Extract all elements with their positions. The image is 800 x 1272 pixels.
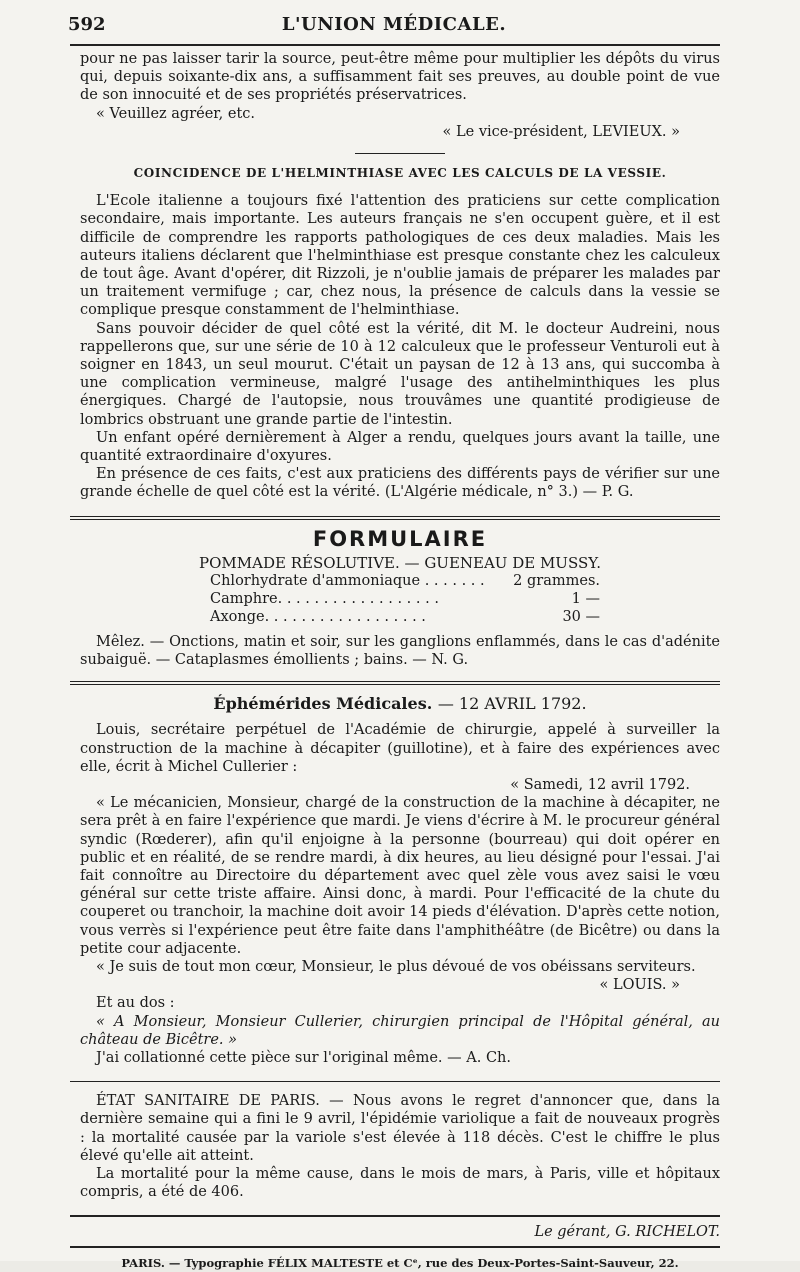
journal-title: L'UNION MÉDICALE. [281, 14, 507, 35]
article-paragraph-2: Sans pouvoir décider de quel côté est la vérité, dit M. le docteur Audreini, nous rappellerons que, sur une série de 10 à 12 calculeux que le professeur Venturoli eut à soigner en 1843, un seul mourut. C'était un paysan de 12 à 13 ans, qui succomba à une complication vermineuse, malgré l'usage des antihelminthiques les plus énergiques. Chargé de l'autopsie, nous trouvâmes une quantité prodigieuse de lombrics obstruant une grande partie de l'intestin. [80, 320, 720, 428]
ephemerides-paragraph-5: « A Monsieur, Monsieur Cullerier, chirurgien principal de l'Hôpital général, au château de Bicêtre. » [80, 1013, 720, 1048]
formulaire-note: Mêlez. — Onctions, matin et soir, sur les ganglions enflammés, dans le cas d'adénite subaiguë. — Cataplasmes émollients ; bains. — N. G. [80, 633, 720, 668]
intro-paragraph: pour ne pas laisser tarir la source, peut-être même pour multiplier les dépôts du virus qui, depuis soixante-dix ans, a suffisamment fait ses preuves, au double point de vue de son innocuité et de ses propriétés préservatrices. [80, 51, 720, 104]
ephemerides-title: Éphémérides Médicales. — 12 AVRIL 1792. [213, 694, 587, 714]
article-paragraph-3: Un enfant opéré dernièrement à Alger a rendu, quelques jours avant la taille, une quantité extraordinaire d'oxyures. [80, 429, 720, 465]
formula-list [210, 572, 600, 627]
ephemerides-paragraph-2: « Le mécanicien, Monsieur, chargé de la construction de la machine à décapiter, ne sera prêt à en faire l'expérience que mardi. Je viens d'écrire à M. le procureur général syndic (Rœderer), afin qu'il enjoigne à la personne (bourreau) qui doit opérer en public et en réalité, de se rendre mardi, à dix heures, au lieu désigné pour l'essai. J'ai fait connoître au Directoire du département avec quel zèle vous avez saisi le vœu général sur cette triste affaire. Ainsi donc, à mardi. Pour l'efficacité de la chute du couperet ou tranchoir, la machine doit avoir 14 pieds d'élévation. D'après cette notion, vous verrès si l'expérience peut être faite dans l'amphithéâtre (de Bicêtre) ou dans la petite cour adjacente. [80, 795, 720, 957]
separator-short [355, 141, 445, 154]
main-content [80, 50, 720, 1272]
formula-row: Chlorhydrate d'ammoniaque . . . . . . . 2 grammes. [210, 573, 600, 590]
formula-row: Camphre. . . . . . . . . . . . . . . . . . 1 — [210, 591, 600, 608]
imprint-rule [70, 1246, 720, 1248]
article-paragraph-4: En présence de ces faits, c'est aux praticiens des différents pays de vérifier sur une grande échelle de quel côté est la vérité. (L'Algérie médicale, n° 3.) — P. G. [80, 466, 720, 501]
gerant-signature: Le gérant, G. RICHELOT. [534, 1224, 720, 1241]
ephemerides-paragraph-3: « Je suis de tout mon cœur, Monsieur, le plus dévoué de vos obéissans serviteurs. [96, 958, 696, 975]
section-rule [70, 502, 720, 520]
ephemerides-date: — 12 AVRIL 1792. [437, 694, 587, 714]
letter-date: « Samedi, 12 avril 1792. [510, 776, 690, 793]
ephemerides-paragraph-6: J'ai collationné cette pièce sur l'original même. — A. Ch. [96, 1049, 511, 1066]
article-paragraph-1: L'Ecole italienne a toujours fixé l'attention des praticiens sur cette complication secondaire, mais importante. Les auteurs français ne s'en occupent guère, et il est difficile de comprendre les rapports pathologiques de ces deux maladies. Mais les auteurs italiens déclarent que l'helminthiase est presque constante chez les calculeux de tout âge. Avant d'opérer, dit Rizzoli, je n'oublie jamais de préparer les malades par un traitement vermifuge ; car, chez nous, la présence de calculs dans la vessie se complique presque constamment de l'helminthiase. [80, 193, 720, 319]
ephemerides-paragraph-1: Louis, secrétaire perpétuel de l'Académie de chirurgie, appelé à surveiller la construction de la machine à décapiter (guillotine), et à faire des expériences avec elle, écrit à Michel Cullerier : [80, 722, 720, 775]
imprint-line: PARIS. — Typographie FÉLIX MALTESTE et Cᵉ, rue des Deux-Portes-Saint-Sauveur, 22. [121, 1255, 679, 1270]
page-header [68, 14, 720, 40]
footer-rule [70, 1201, 720, 1217]
formulaire-subtitle: POMMADE RÉSOLUTIVE. — GUENEAU DE MUSSY. [199, 553, 601, 572]
header-rule [70, 44, 720, 46]
section-rule [70, 669, 720, 685]
ephemerides-paragraph-4: Et au dos : [96, 995, 175, 1012]
section-rule-thin [70, 1067, 720, 1082]
formula-row: Axonge. . . . . . . . . . . . . . . . . . 30 — [210, 609, 600, 626]
formulaire-title: FORMULAIRE [312, 526, 488, 551]
etat-paragraph-2: La mortalité pour la même cause, dans le mois de mars, à Paris, ville et hôpitaux compris, a été de 406. [80, 1165, 720, 1201]
intro-closing: « Veuillez agréer, etc. [96, 105, 255, 122]
page-number: 592 [68, 14, 106, 35]
letter-signature: « LOUIS. » [599, 977, 680, 994]
article-title: COINCIDENCE DE L'HELMINTHIASE AVEC LES CALCULS DE LA VESSIE. [133, 166, 667, 181]
intro-signature: « Le vice-président, LEVIEUX. » [442, 123, 680, 140]
etat-paragraph-1: ÉTAT SANITAIRE DE PARIS. — Nous avons le regret d'annoncer que, dans la dernière semaine qui a fini le 9 avril, l'épidémie variolique a fait de nouveaux progrès : la mortalité causée par la variole s'est élevée à 118 décès. C'est le chiffre le plus élevé qu'elle ait atteint. [80, 1093, 720, 1164]
